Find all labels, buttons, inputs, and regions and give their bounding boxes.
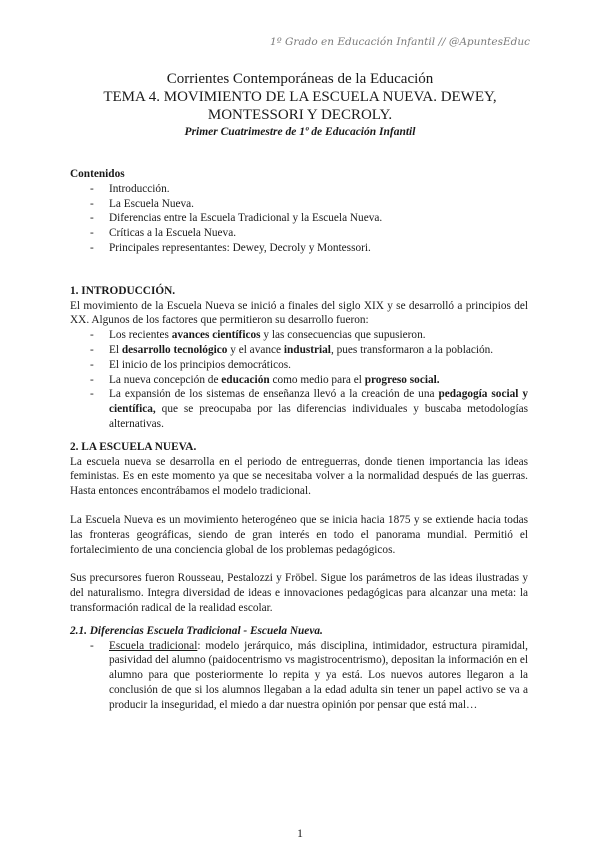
diferencias-heading: 2.1. Diferencias Escuela Tradicional - Escuela Nueva. xyxy=(70,624,323,637)
intro-paragraph: El movimiento de la Escuela Nueva se inició a finales del siglo XIX y se desarrolló a principios del XX. Algunos de los factores que permitieron su desarrollo fueron: xyxy=(70,299,528,327)
escuela-paragraph-2: La Escuela Nueva es un movimiento heterogéneo que se inicia hacia 1875 y se extiende hacia todas las fronteras geográficas, siendo de gran interés en todo el panorama mundial. Permitió el fortalecimiento de una conciencia global de los problemas pedagógicos. xyxy=(70,513,528,556)
factor-item: - La nueva concepción de educación como medio para el progreso social. xyxy=(70,373,528,388)
escuela-tradicional-item: - Escuela tradicional: modelo jerárquico, más disciplina, intimidador, estructura piramidal, pasividad del alumno (paidocentrismo vs magistrocentrismo), depositan la información en el alumno para que posteriormente lo repita y ya está. Los nuevos autores llegaron a la conclusión de que si los alumnos llegaban a la edad adulta sin tener un papel activo se va a producir la inseguridad, el miedo a dar nuestra opinión por pensar que está mal… xyxy=(70,639,528,713)
contents-item: - Diferencias entre la Escuela Tradicional y la Escuela Nueva. xyxy=(70,211,528,226)
contents-item: - Introducción. xyxy=(70,182,528,197)
escuela-paragraph-1: La escuela nueva se desarrolla en el periodo de entreguerras, donde tienen importancia las ideas feministas. Es en este momento ya que se necesitaba volver a la normalidad después de las guerras. Hasta entonces encontrábamos el modelo tradicional. xyxy=(70,455,528,498)
page-number: 1 xyxy=(297,826,303,840)
document-body xyxy=(70,167,528,713)
contents-item: - La Escuela Nueva. xyxy=(70,197,528,212)
escuela-paragraph-3: Sus precursores fueron Rousseau, Pestalozzi y Fröbel. Sigue los parámetros de las ideas ilustradas y del naturalismo. Integra diversidad de ideas e innovaciones pedagógicas para alcanzar una meta: la transformación radical de la realidad escolar. xyxy=(70,572,528,614)
contents-item: - Principales representantes: Dewey, Decroly y Montessori. xyxy=(70,241,528,256)
factor-item: - El inicio de los principios democráticos. xyxy=(70,358,528,373)
semester-subtitle: Primer Cuatrimestre de 1º de Educación Infantil xyxy=(184,126,416,138)
intro-factors-list xyxy=(70,328,528,432)
page-header: 1º Grado en Educación Infantil // @ApuntesEduc xyxy=(270,36,530,48)
intro-heading: 1. INTRODUCCIÓN. xyxy=(70,284,176,297)
course-title: Corrientes Contemporáneas de la Educación xyxy=(166,71,434,87)
topic-title: TEMA 4. MOVIMIENTO DE LA ESCUELA NUEVA. DEWEY, MONTESSORI Y DECROLY. xyxy=(103,89,497,123)
contents-list xyxy=(70,182,528,256)
contents-item: - Críticas a la Escuela Nueva. xyxy=(70,226,528,241)
title-block xyxy=(70,70,530,138)
factor-item: - Los recientes avances científicos y las consecuencias que supusieron. xyxy=(70,328,528,343)
factor-item: - La expansión de los sistemas de enseñanza llevó a la creación de una pedagogía social y científica, que se preocupaba por las diferencias individuales y buscaba metodologías alternativas. xyxy=(70,387,528,431)
escuela-heading: 2. LA ESCUELA NUEVA. xyxy=(70,440,197,453)
contents-heading: Contenidos xyxy=(70,168,125,180)
factor-item: - El desarrollo tecnológico y el avance industrial, pues transformaron a la población. xyxy=(70,343,528,358)
diferencias-list xyxy=(70,639,528,713)
